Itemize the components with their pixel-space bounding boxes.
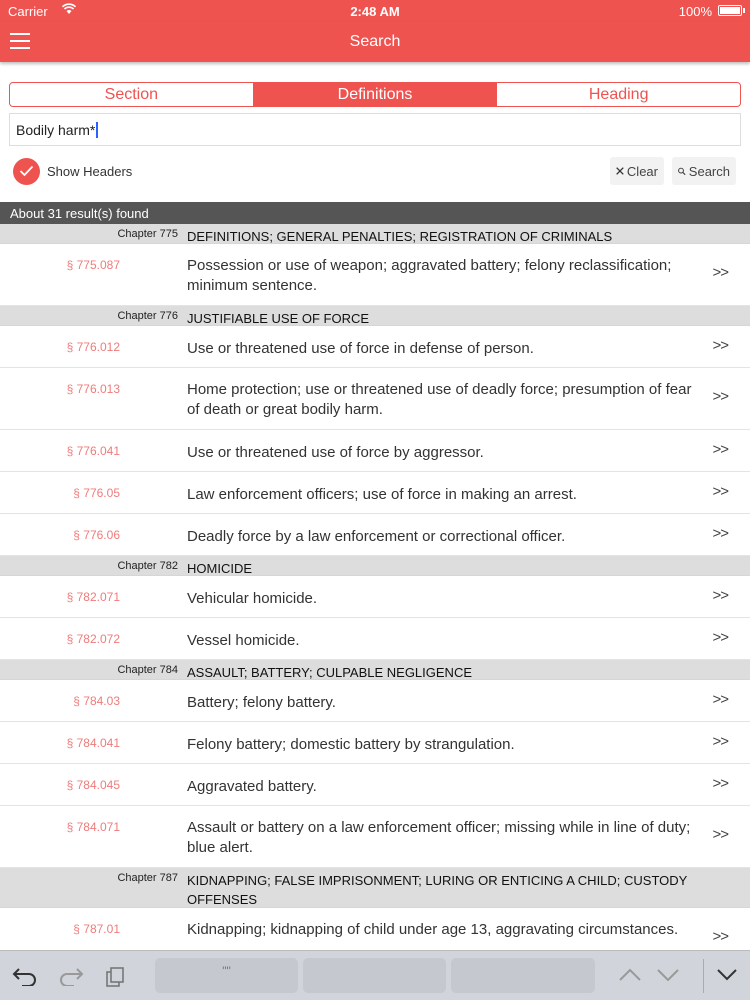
result-row[interactable] xyxy=(0,722,750,764)
undo-icon[interactable] xyxy=(12,966,38,986)
suggestion-key-middle[interactable] xyxy=(303,958,446,993)
chevron-up-icon[interactable] xyxy=(618,966,642,982)
result-row[interactable] xyxy=(0,472,750,514)
chapter-name: ASSAULT; BATTERY; CULPABLE NEGLIGENCE xyxy=(187,665,473,680)
chevron-right-icon: >> xyxy=(712,928,728,945)
chapter-number: Chapter 782 xyxy=(117,560,178,572)
result-row[interactable] xyxy=(0,430,750,472)
clear-button-label: Clear xyxy=(626,163,658,179)
section-number: § 782.072 xyxy=(66,632,120,646)
section-title: Kidnapping; kidnapping of child under age 13, aggravating circumstances. xyxy=(187,921,679,938)
section-number: § 784.041 xyxy=(66,736,120,750)
section-title: Assault or battery on a law enforcement officer; missing while in line of duty; blue alert. xyxy=(187,819,691,856)
section-title: Battery; felony battery. xyxy=(187,694,336,711)
battery-cap xyxy=(743,8,745,13)
result-row[interactable] xyxy=(0,618,750,660)
section-number: § 782.071 xyxy=(66,590,120,604)
section-title: Use or threatened use of force in defense of person. xyxy=(187,340,534,357)
chapter-header xyxy=(0,224,750,244)
result-row[interactable] xyxy=(0,368,750,430)
results-count: About 31 result(s) found xyxy=(0,202,750,224)
carrier-label: Carrier xyxy=(8,4,48,19)
suggestion-key-quotes[interactable]: "" xyxy=(155,958,298,993)
chapter-name: JUSTIFIABLE USE OF FORCE xyxy=(187,311,370,326)
toolbar-divider xyxy=(703,959,704,993)
section-number: § 784.03 xyxy=(73,694,120,708)
result-row[interactable] xyxy=(0,680,750,722)
close-icon xyxy=(616,165,624,177)
dismiss-keyboard-icon[interactable] xyxy=(716,966,738,982)
nav-bar xyxy=(0,22,750,62)
chapter-number: Chapter 787 xyxy=(117,872,178,884)
section-title: Possession or use of weapon; aggravated battery; felony reclassification; minimum sentence. xyxy=(187,257,672,294)
chevron-right-icon: >> xyxy=(712,733,728,750)
chapter-number: Chapter 775 xyxy=(117,228,178,240)
chapter-number: Chapter 784 xyxy=(117,664,178,676)
show-headers-label: Show Headers xyxy=(47,163,133,179)
chapter-name: KIDNAPPING; FALSE IMPRISONMENT; LURING OR ENTICING A CHILD; CUSTODY OFFENSES xyxy=(187,873,688,907)
results-list xyxy=(0,224,750,970)
chevron-right-icon: >> xyxy=(712,483,728,500)
chapter-name: HOMICIDE xyxy=(187,561,252,576)
chevron-right-icon: >> xyxy=(712,441,728,458)
section-number: § 776.05 xyxy=(73,486,120,500)
chapter-header xyxy=(0,868,750,908)
section-number: § 776.041 xyxy=(66,444,120,458)
chevron-right-icon: >> xyxy=(712,525,728,542)
section-title: Deadly force by a law enforcement or correctional officer. xyxy=(187,528,566,545)
chapter-header xyxy=(0,660,750,680)
result-row[interactable] xyxy=(0,764,750,806)
section-number: § 787.01 xyxy=(73,922,120,936)
clock: 2:48 AM xyxy=(350,4,400,19)
paste-icon[interactable] xyxy=(104,966,126,988)
section-title: Vessel homicide. xyxy=(187,632,300,649)
redo-icon[interactable] xyxy=(58,966,84,986)
section-number: § 776.06 xyxy=(73,528,120,542)
keyboard-shortcut-bar xyxy=(0,950,750,1000)
chevron-right-icon: >> xyxy=(712,691,728,708)
section-number: § 776.013 xyxy=(66,382,120,396)
chapter-header xyxy=(0,556,750,576)
section-title: Use or threatened use of force by aggressor. xyxy=(187,444,484,461)
result-row[interactable] xyxy=(0,326,750,368)
battery-icon xyxy=(718,5,742,16)
chevron-right-icon: >> xyxy=(712,337,728,354)
chevron-right-icon: >> xyxy=(712,629,728,646)
chapter-header xyxy=(0,306,750,326)
result-row[interactable] xyxy=(0,576,750,618)
segment-section[interactable]: Section xyxy=(10,83,254,106)
result-row[interactable] xyxy=(0,244,750,306)
search-input[interactable] xyxy=(9,113,741,146)
chevron-down-icon[interactable] xyxy=(656,966,680,982)
search-button-label: Search xyxy=(688,163,730,179)
section-title: Law enforcement officers; use of force in making an arrest. xyxy=(187,486,577,503)
show-headers-toggle[interactable] xyxy=(13,157,132,185)
chevron-right-icon: >> xyxy=(712,264,728,281)
chevron-right-icon: >> xyxy=(712,388,728,405)
section-title: Vehicular homicide. xyxy=(187,590,318,607)
section-number: § 776.012 xyxy=(66,340,120,354)
segment-definitions[interactable]: Definitions xyxy=(254,83,498,106)
search-icon xyxy=(678,165,686,178)
chevron-right-icon: >> xyxy=(712,587,728,604)
search-button[interactable] xyxy=(672,157,736,185)
chapter-name: DEFINITIONS; GENERAL PENALTIES; REGISTRATION OF CRIMINALS xyxy=(187,229,613,244)
section-title: Felony battery; domestic battery by strangulation. xyxy=(187,736,515,753)
status-bar xyxy=(0,0,750,22)
result-row[interactable] xyxy=(0,806,750,868)
chevron-right-icon: >> xyxy=(712,826,728,843)
segment-heading[interactable]: Heading xyxy=(588,86,649,103)
search-input-value: Bodily harm* xyxy=(16,122,96,138)
section-number: § 784.071 xyxy=(66,820,120,834)
chapter-number: Chapter 776 xyxy=(117,310,178,322)
section-number: § 784.045 xyxy=(66,778,120,792)
chevron-right-icon: >> xyxy=(712,775,728,792)
search-mode-segmented-control xyxy=(9,82,741,107)
clear-button[interactable] xyxy=(610,157,664,185)
section-title: Aggravated battery. xyxy=(187,778,317,795)
text-caret xyxy=(96,122,98,138)
section-title: Home protection; use or threatened use of deadly force; presumption of fear of death or great bodily harm. xyxy=(187,381,692,418)
section-number: § 775.087 xyxy=(66,258,120,272)
checkmark-icon xyxy=(13,158,40,185)
result-row[interactable] xyxy=(0,514,750,556)
battery-percent: 100% xyxy=(678,4,712,19)
suggestion-key-right[interactable] xyxy=(451,958,595,993)
page-title: Search xyxy=(349,33,401,50)
